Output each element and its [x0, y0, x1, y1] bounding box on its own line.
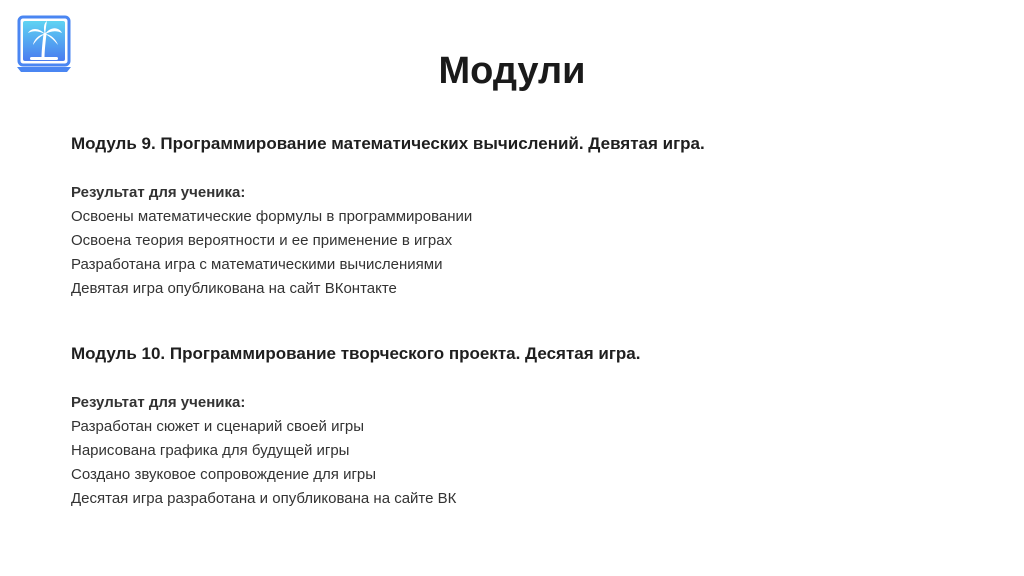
module-heading: Модуль 9. Программирование математических вычислений. Девятая игра. [71, 134, 705, 153]
result-item: Нарисована графика для будущей игры [71, 442, 350, 459]
result-item: Освоены математические формулы в программировании [71, 208, 473, 225]
result-item: Девятая игра опубликована на сайт ВКонтакте [71, 280, 397, 297]
result-item: Создано звуковое сопровождение для игры [71, 466, 377, 483]
module-10 [71, 343, 971, 511]
result-list [71, 205, 971, 301]
result-item: Освоена теория вероятности и ее применение в играх [71, 232, 453, 249]
module-9 [71, 133, 971, 301]
result-item: Разработана игра с математическими вычислениями [71, 256, 443, 273]
result-item: Десятая игра разработана и опубликована на сайте ВК [71, 490, 457, 507]
result-label: Результат для ученика: [71, 184, 246, 201]
result-item: Разработан сюжет и сценарий своей игры [71, 418, 365, 435]
result-list [71, 415, 971, 511]
result-label: Результат для ученика: [71, 394, 246, 411]
module-heading: Модуль 10. Программирование творческого проекта. Десятая игра. [71, 344, 641, 363]
page-title: Модули [438, 50, 586, 92]
